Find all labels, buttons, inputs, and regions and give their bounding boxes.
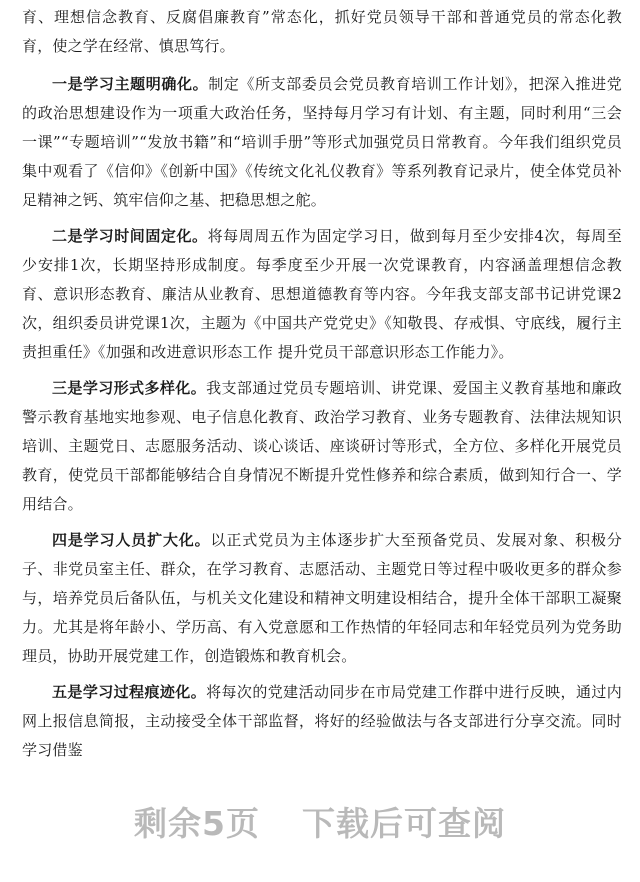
paragraph-personnel	[22, 526, 622, 671]
paragraph-theme	[22, 70, 622, 215]
paragraph-heading: 三是学习形式多样化。	[52, 379, 207, 397]
paragraph-heading: 四是学习人员扩大化。	[52, 531, 211, 549]
paragraph-heading: 一是学习主题明确化。	[52, 75, 209, 93]
paragraph-intro	[22, 3, 622, 61]
paragraph-heading: 五是学习过程痕迹化。	[52, 683, 207, 701]
paragraph-text: 制定《所支部委员会党员教育培训工作计划》，把深入推进党的政治思想建设作为一项重大政治任务，坚持每月学习有计划、有主题，同时利用“三会一课”“专题培训”“发放书籍”和“培训手册”等形式加强党员日常教育。今年我们组织党员集中观看了《信仰》《创新中国》《传统文化礼仪教育》等系列教育记录片，使全体党员补足精神之钙、筑牢信仰之基、把稳思想之舵。	[22, 75, 622, 209]
paragraph-text: 将每周周五作为固定学习日，做到每月至少安排4次，每周至少安排1次，长期坚持形成制度。每季度至少开展一次党课教育，内容涵盖理想信念教育、意识形态教育、廉洁从业教育、思想道德教育等内容。今年我支部支部书记讲党课2次，组织委员讲党课1次，主题为《中国共产党党史》《知敬畏、存戒惧、守底线，履行主责担重任》《加强和改进意识形态工作 提升党员干部意识形态工作能力》。	[22, 227, 622, 361]
paragraph-text: 以正式党员为主体逐步扩大至预备党员、发展对象、积极分子、非党员室主任、群众，在学习教育、志愿活动、主题党日等过程中吸收更多的群众参与，培养党员后备队伍，与机关文化建设和精神文明建设相结合，提升全体干部职工凝聚力。尤其是将年龄小、学历高、有入党意愿和工作热情的年轻同志和年轻党员列为党务助理员，协助开展党建工作，创造锻炼和教育机会。	[22, 531, 622, 665]
paragraph-heading: 二是学习时间固定化。	[52, 227, 208, 245]
document-body	[22, 3, 622, 772]
download-to-view-text: 下载后可查阅	[301, 804, 506, 843]
download-prompt[interactable]	[0, 798, 640, 845]
paragraph-form	[22, 374, 622, 519]
paragraph-process	[22, 678, 622, 765]
paragraph-text: 将每次的党建活动同步在市局党建工作群中进行反映，通过内网上报信息简报，主动接受全体干部监督，将好的经验做法与各支部进行分享交流。同时学习借鉴	[22, 683, 622, 759]
paragraph-text: 我支部通过党员专题培训、讲党课、爱国主义教育基地和廉政警示教育基地实地参观、电子信息化教育、政治学习教育、业务专题教育、法律法规知识培训、主题党日、志愿服务活动、谈心谈话、座谈研讨等形式，全方位、多样化开展党员教育，使党员干部都能够结合自身情况不断提升党性修养和综合素质，做到知行合一、学用结合。	[22, 379, 622, 513]
remaining-pages-text: 剩余5页	[134, 804, 260, 843]
paragraph-text: 育、理想信念教育、反腐倡廉教育”常态化，抓好党员领导干部和普通党员的常态化教育，使之学在经常、慎思笃行。	[22, 8, 622, 55]
paragraph-time	[22, 222, 622, 367]
